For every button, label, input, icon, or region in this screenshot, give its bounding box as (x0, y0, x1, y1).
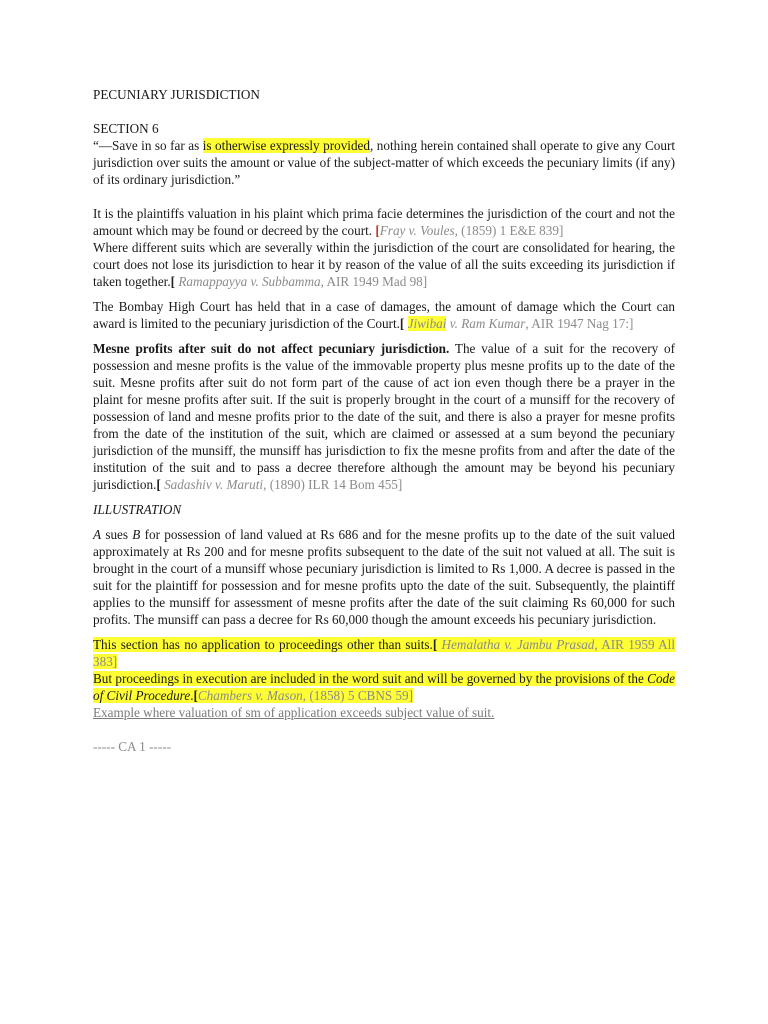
citation-bracket: [ (170, 274, 176, 289)
case-name: v. Ram Kumar (446, 316, 526, 331)
paragraph-highlight: This section has no application to proceedings other than suits. (93, 637, 433, 652)
paragraph-text: It is the plaintiffs valuation in his plaint which prima facie determines the jurisdiction of the court and not the amount which may be found or decreed by the court. (93, 206, 675, 238)
paragraph-text: The value of a suit for the recovery of possession and mesne profits is the value of the immovable property plus mesne profits up to the date of the suit. Mesne profits after suit do not form part of the cause of act ion even though there be a prayer in the plaint for mesne profits after suit. If the suit is properly brought in the court of a munsiff for the recovery of possession of land and mesne profits prior to the date of the suit, and there is also a prayer for mesne profits from the date of the institution of the suit, which are claimed or assessed at a sum beyond the pecuniary jurisdiction of the munsiff, the munsiff has jurisdiction to fix the mesne profits from and after the date of the institution of the suit and to pass a decree therefore although the amount may be beyond his pecuniary jurisdiction. (93, 341, 675, 492)
illustration-text-part: for possession of land valued at Rs 686 and for the mesne profits up to the date of the suit valued approximately at Rs 200 and for mesne profits subsequent to the date of the suit not valued at all. The suit is brought in the court of a munsiff whose pecuniary jurisdiction is limited to Rs 1,000. A decree is passed in the suit for the plaintiff for possession and for mesne profits upto the date of the suit. Subsequently, the plaintiff applies to the munsiff for assessment of mesne profits after the date of the suit claiming Rs 60,000 for such profits. The munsiff can pass a decree for Rs 60,000 though the amount exceeds his pecuniary jurisdiction. (93, 527, 675, 627)
paragraph-execution (93, 670, 675, 704)
quote-pre: “—Save in so far as (93, 138, 203, 153)
case-citation: , (1890) ILR 14 Bom 455] (263, 477, 403, 492)
paragraph-text: The Bombay High Court has held that in a case of damages, the amount of damage which the Court can award is limited to the pecuniary jurisdiction of the Court. (93, 299, 675, 331)
paragraph-valuation (93, 205, 675, 239)
citation-bracket: [ (156, 477, 161, 492)
paragraph-mesne-profits (93, 340, 675, 493)
document-page (93, 86, 675, 755)
example-link[interactable] (93, 704, 675, 721)
page-footer: ----- CA 1 ----- (93, 739, 171, 754)
illustration-text-part: sues (101, 527, 133, 542)
case-citation: , AIR 1947 Nag 17:] (525, 316, 634, 331)
case-citation: , AIR 1959 All 383] (93, 637, 675, 669)
example-link-text[interactable]: Example where valuation of sm of application exceeds subject value of suit. (93, 705, 495, 720)
case-name: Ramappayya v. Subbamma (175, 274, 321, 289)
case-name: Sadashiv v. Maruti (160, 477, 264, 492)
citation-bracket: [ (432, 637, 438, 652)
section-quote (93, 137, 675, 188)
section-label: SECTION 6 (93, 121, 159, 136)
citation-bracket: [ (193, 688, 198, 703)
paragraph-no-application (93, 636, 675, 670)
paragraph-text: Where different suits which are severally within the jurisdiction of the court are consolidated for hearing, the court does not lose its jurisdiction to hear it by reason of the value of all the suits exceeding its jurisdiction if taken together. (93, 240, 675, 289)
case-citation: , AIR 1949 Mad 98] (320, 274, 428, 289)
code-title: Code of Civil Procedure (93, 671, 675, 703)
citation-bracket: [ (399, 316, 405, 331)
case-name: Chambers v. Mason (197, 688, 303, 703)
citation-bracket: [ (375, 223, 380, 238)
case-citation: , (1859) 1 E&E 839] (454, 223, 564, 238)
paragraph-bombay (93, 298, 675, 332)
case-name: Fray v. Voules (379, 223, 455, 238)
document-heading: PECUNIARY JURISDICTION (93, 87, 260, 102)
paragraph-highlight: But proceedings in execution are included in the word suit and will be governed by the provisions of the (93, 671, 648, 686)
illustration-heading: ILLUSTRATION (93, 502, 182, 517)
case-citation: , (1858) 5 CBNS 59] (302, 688, 414, 703)
paragraph-dot: . (190, 688, 194, 703)
quote-highlight: is otherwise expressly provided (202, 138, 370, 153)
case-name-highlight: Jiwibai (407, 316, 447, 331)
party-a: A (93, 527, 102, 542)
party-b: B (132, 527, 141, 542)
case-name: Hemalatha v. Jambu Prasad (437, 637, 595, 652)
paragraph-consolidated (93, 239, 675, 290)
quote-post: , nothing herein contained shall operate to give any Court jurisdiction over suits the amount or value of the subject-matter of which exceeds the pecuniary limits (if any) of its ordinary jurisdiction.” (93, 138, 676, 187)
paragraph-bold-lead: Mesne profits after suit do not affect pecuniary jurisdiction. (93, 341, 450, 356)
illustration-text (93, 526, 675, 628)
